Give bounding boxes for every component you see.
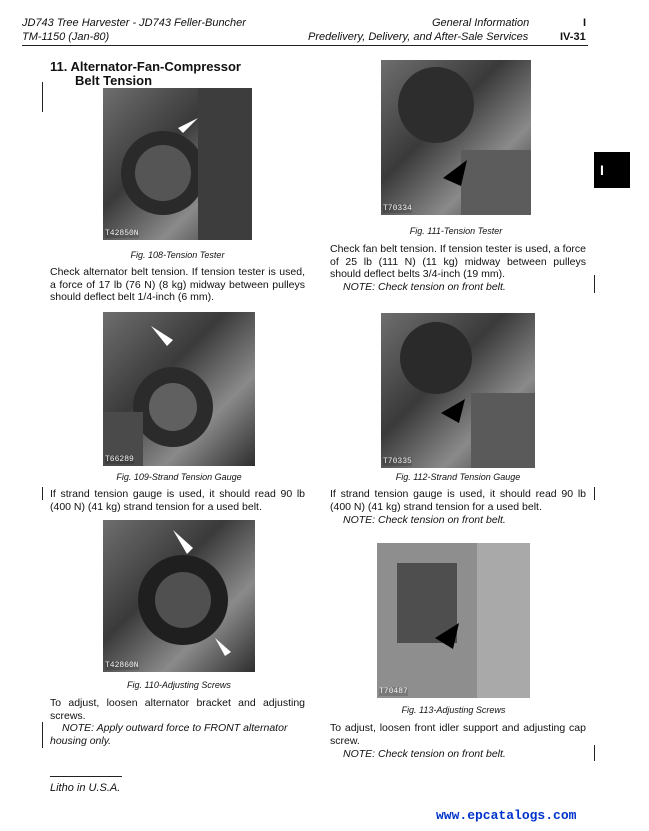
right-para-3: To adjust, loosen front idler support and adjusting cap screw. (330, 722, 586, 747)
fig112-caption: Fig. 112-Strand Tension Gauge (395, 472, 521, 482)
change-bar (594, 487, 595, 500)
fig111-code: T70334 (383, 204, 412, 213)
fig113-caption: Fig. 113-Adjusting Screws (401, 705, 506, 715)
left-note-line1: NOTE: Apply outward force to FRONT alternator (62, 722, 288, 734)
watermark-link[interactable]: www.epcatalogs.com (436, 808, 577, 823)
right-note-1: NOTE: Check tension on front belt. (343, 281, 506, 293)
section-name: General Information (432, 17, 530, 29)
header-rule (22, 45, 588, 46)
fig113-photo (377, 543, 530, 698)
section-mark: I (583, 17, 587, 29)
fig111-caption: Fig. 111-Tension Tester (409, 226, 503, 236)
left-para-1: Check alternator belt tension. If tension tester is used, a force of 17 lb (76 N) (8 kg) midway between pulleys should deflect belt 1/4-inch (6 mm). (50, 266, 305, 303)
fig109-photo (103, 312, 255, 466)
fig108-code: T42850N (105, 229, 139, 238)
page-number: IV-31 (560, 31, 586, 43)
fig112-code: T70335 (383, 457, 412, 466)
change-bar (42, 82, 43, 112)
right-note-3: NOTE: Check tension on front belt. (343, 748, 506, 760)
fig112-photo (381, 313, 535, 468)
left-para-3: To adjust, loosen alternator bracket and adjusting screws. (50, 697, 305, 722)
right-note-2: NOTE: Check tension on front belt. (343, 514, 506, 526)
right-para-1: Check fan belt tension. If tension tester is used, a force of 25 lb (111 N) (11 kg) midway between pulleys should deflect belts 3/4-inch (19 mm). (330, 243, 586, 280)
section-title-line1: 11. Alternator-Fan-Compressor (50, 59, 241, 74)
section-title-line2: Belt Tension (75, 73, 153, 88)
right-para-2: If strand tension gauge is used, it should read 90 lb (400 N) (41 kg) strand tension for a used belt. (330, 488, 586, 513)
subsection-name: Predelivery, Delivery, and After-Sale Services (308, 31, 529, 43)
fig108-photo (103, 88, 252, 240)
document-title: JD743 Tree Harvester - JD743 Feller-Buncher (22, 17, 246, 29)
fig108-caption: Fig. 108-Tension Tester (130, 250, 225, 260)
footer-rule (50, 776, 122, 777)
fig113-code: T70487 (379, 687, 408, 696)
fig110-photo (103, 520, 255, 672)
change-bar (594, 275, 595, 293)
fig110-caption: Fig. 110-Adjusting Screws (127, 680, 231, 690)
fig109-caption: Fig. 109-Strand Tension Gauge (116, 472, 242, 482)
change-bar (594, 745, 595, 761)
section-title (50, 60, 241, 88)
left-note-line2: housing only. (50, 735, 112, 747)
litho-note: Litho in U.S.A. (50, 782, 121, 794)
manual-id: TM-1150 (Jan-80) (22, 31, 110, 43)
left-para-2: If strand tension gauge is used, it should read 90 lb (400 N) (41 kg) strand tension for a used belt. (50, 488, 305, 513)
fig110-code: T42860N (105, 661, 139, 670)
section-tab (594, 152, 630, 188)
change-bar (42, 722, 43, 748)
fig111-photo (381, 60, 531, 215)
fig109-code: T66289 (105, 455, 134, 464)
section-tab-label: I (600, 162, 604, 178)
change-bar (42, 487, 43, 500)
